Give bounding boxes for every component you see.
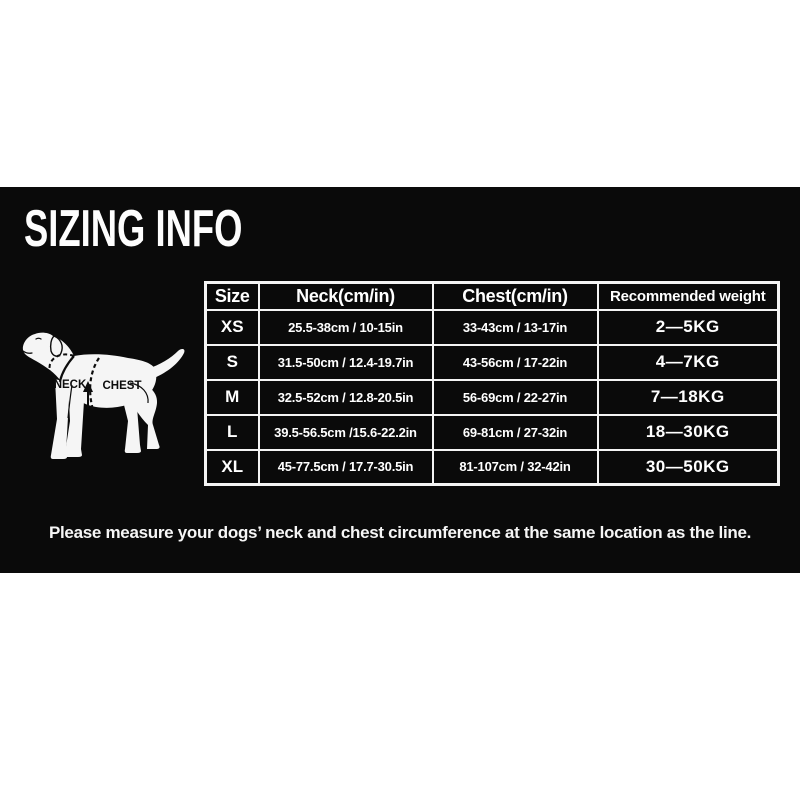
size-cell: XS (206, 310, 259, 345)
table-row-l (206, 415, 779, 450)
size-cell: M (206, 380, 259, 415)
chest-label: CHEST (102, 380, 142, 392)
page-title: SIZING INFO (24, 200, 243, 258)
neck-cell: 25.5-38cm / 10-15in (259, 310, 433, 345)
neck-label: NECK (53, 379, 87, 391)
sizing-table-body (206, 310, 779, 485)
neck-cell: 32.5-52cm / 12.8-20.5in (259, 380, 433, 415)
table-row-m (206, 380, 779, 415)
neck-column-header: Neck(cm/in) (259, 283, 433, 310)
dog-eye (36, 338, 41, 339)
chest-cell: 81-107cm / 32-42in (433, 450, 598, 485)
weight-cell: 4—7KG (598, 345, 779, 380)
chest-cell: 43-56cm / 17-22in (433, 345, 598, 380)
size-cell: S (206, 345, 259, 380)
neck-cell: 31.5-50cm / 12.4-19.7in (259, 345, 433, 380)
chest-cell: 69-81cm / 27-32in (433, 415, 598, 450)
weight-cell: 2—5KG (598, 310, 779, 345)
chest-cell: 33-43cm / 13-17in (433, 310, 598, 345)
measure-note: Please measure your dogs’ neck and chest circumference at the same location as the line. (48, 523, 752, 542)
neck-cell: 45-77.5cm / 17.7-30.5in (259, 450, 433, 485)
table-row-xs (206, 310, 779, 345)
table-row-s (206, 345, 779, 380)
chest-cell: 56-69cm / 22-27in (433, 380, 598, 415)
weight-cell: 30—50KG (598, 450, 779, 485)
neck-cell: 39.5-56.5cm /15.6-22.2in (259, 415, 433, 450)
size-cell: XL (206, 450, 259, 485)
size-cell: L (206, 415, 259, 450)
dog-measurement-diagram (10, 323, 210, 503)
weight-cell: 18—30KG (598, 415, 779, 450)
sizing-table (204, 281, 780, 486)
dog-ear (51, 336, 63, 356)
weight-cell: 7—18KG (598, 380, 779, 415)
table-row-xl (206, 450, 779, 485)
chest-column-header: Chest(cm/in) (433, 283, 598, 310)
size-column-header: Size (206, 283, 259, 310)
dog-body (23, 333, 156, 408)
header-row (206, 283, 779, 310)
black-panel (0, 187, 800, 573)
weight-column-header: Recommended weight (598, 283, 779, 310)
sizing-table-header (206, 283, 779, 310)
